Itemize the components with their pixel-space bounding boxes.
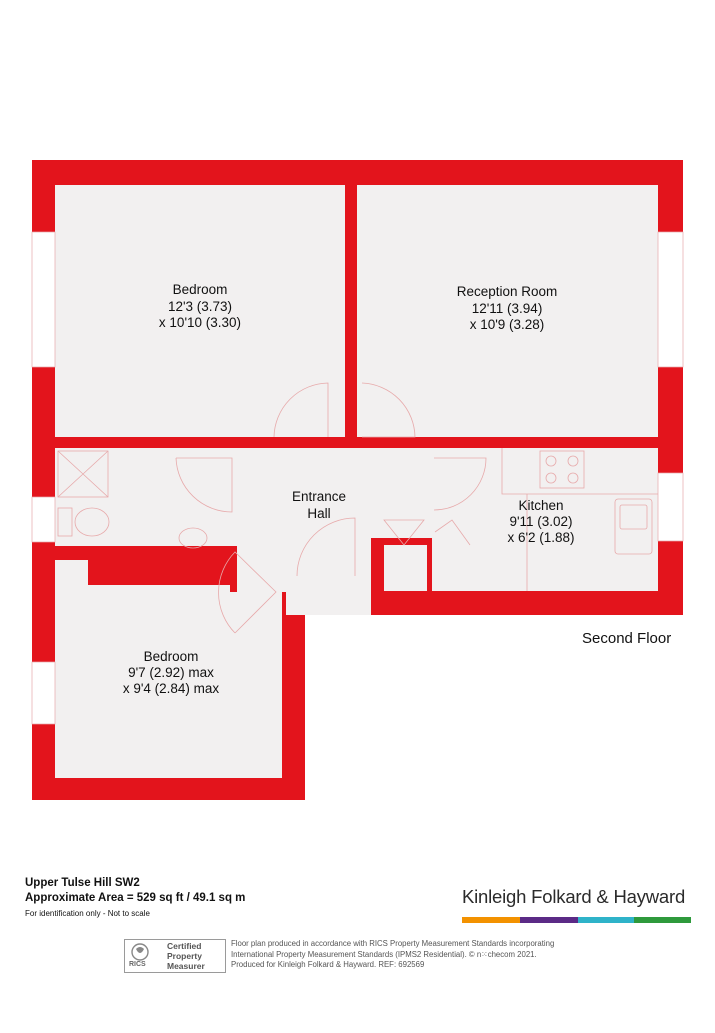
cupboard-2 [438,545,479,591]
production-line: Floor plan produced in accordance with RICS Property Measurement Standards incorporating [231,939,555,948]
rics-cert-line: Certified [167,941,202,951]
brand-bar-purple [520,917,578,923]
room-dimensions: 12'11 (3.94) [471,301,543,316]
rics-abbrev: RICS [129,961,146,968]
cupboard-1 [384,545,427,591]
room-name: Bedroom [172,282,228,297]
disclaimer: For identification only - Not to scale [25,909,150,918]
window-bathroom [32,497,55,542]
rics-certified-badge [124,939,226,973]
room-name: Bedroom [143,649,199,664]
brand-bar-orange [462,917,520,923]
room-dimensions: x 10'10 (3.30) [158,315,242,330]
window-reception [658,232,683,367]
window-bedroom-2 [32,662,55,724]
rics-cert-line: Property [167,951,202,961]
rics-cert-text [167,941,205,971]
room-dimensions: 9'11 (3.02) [509,514,573,529]
room-name: Reception Room [456,284,558,299]
room-dimensions: 12'3 (3.73) [167,299,233,314]
window-kitchen [658,473,683,541]
room-name: Entrance [291,489,347,504]
room-name: Hall [307,506,331,521]
window-bedroom-1 [32,232,55,367]
room-dimensions: 9'7 (2.92) max [128,665,214,680]
production-line: International Property Measurement Standards (IPMS2 Residential). © n⁙checom 2021. [231,949,537,959]
production-line: Produced for Kinleigh Folkard & Hayward. REF: 692569 [231,960,425,969]
rics-cert-line: Measurer [167,961,205,971]
agency-brand: Kinleigh Folkard & Hayward [462,886,686,907]
room-dimensions: x 9'4 (2.84) max [122,681,220,696]
brand-bar-teal [578,917,634,923]
brand-bar-green [634,917,691,923]
room-name: Kitchen [518,498,564,513]
production-note [231,939,611,971]
property-address: Upper Tulse Hill SW2 [25,877,140,889]
room-dimensions: x 10'9 (3.28) [469,317,545,332]
approximate-area: Approximate Area = 529 sq ft / 49.1 sq m [25,892,246,904]
room-dimensions: x 6'2 (1.88) [507,530,575,545]
property-info [25,876,345,922]
rics-logo-icon [129,943,151,961]
floor-name: Second Floor [582,630,672,647]
